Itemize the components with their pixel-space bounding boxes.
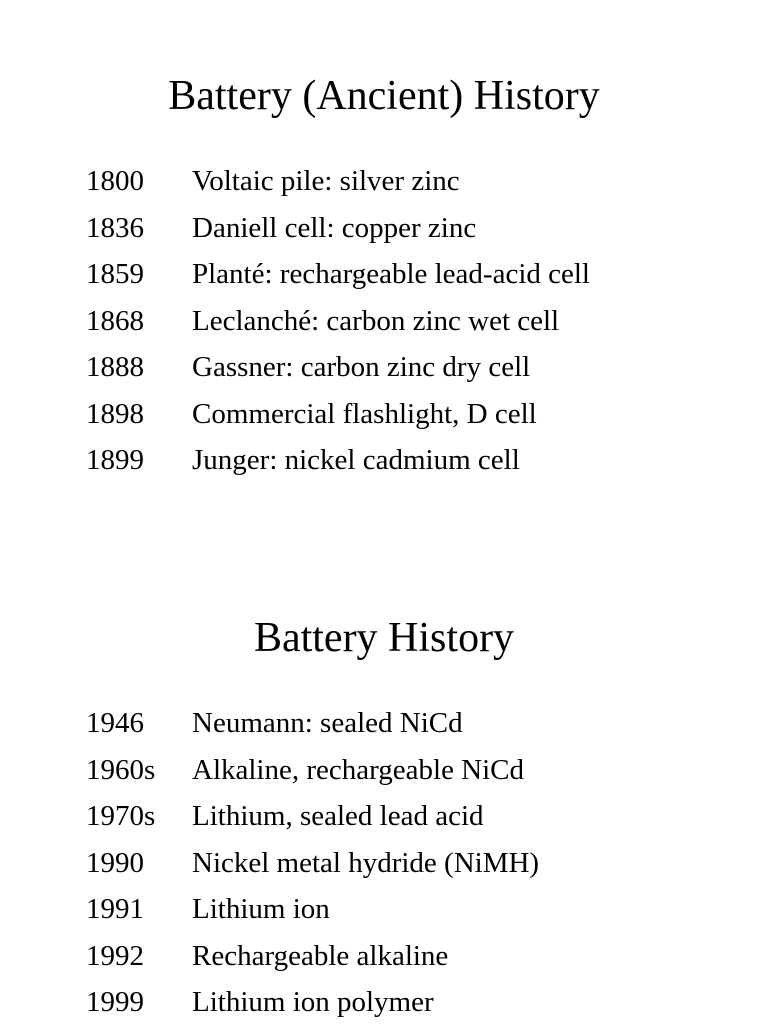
timeline-year: 1960s	[86, 753, 156, 786]
timeline-event: Commercial flashlight, D cell	[192, 397, 537, 430]
timeline-event: Leclanché: carbon zinc wet cell	[192, 304, 560, 337]
timeline-year: 1991	[86, 893, 144, 925]
modern-history-section	[0, 612, 768, 1018]
timeline-year: 1992	[86, 939, 144, 972]
timeline-event: Daniell cell: copper zinc	[192, 211, 477, 244]
timeline-year: 1899	[86, 444, 144, 476]
timeline-event: Alkaline, rechargeable NiCd	[192, 753, 525, 786]
timeline-year: 1888	[86, 351, 144, 383]
timeline-event: Gassner: carbon zinc dry cell	[192, 351, 531, 383]
timeline-year: 1990	[86, 846, 144, 879]
timeline-year: 1859	[86, 258, 144, 290]
timeline-event: Planté: rechargeable lead-acid cell	[192, 258, 590, 290]
timeline-event: Voltaic pile: silver zinc	[192, 165, 460, 197]
ancient-history-section	[0, 70, 768, 476]
timeline-year: 1800	[86, 165, 144, 197]
timeline-event: Lithium ion	[192, 893, 330, 925]
timeline-year: 1898	[86, 397, 144, 430]
timeline-event: Lithium ion polymer	[192, 986, 434, 1018]
timeline-year: 1946	[86, 707, 144, 739]
timeline-event: Neumann: sealed NiCd	[192, 707, 463, 739]
section-title: Battery (Ancient) History	[168, 73, 600, 119]
timeline-event: Nickel metal hydride (NiMH)	[192, 846, 540, 879]
timeline-year: 1868	[86, 304, 144, 337]
timeline-year: 1836	[86, 211, 144, 244]
timeline-year: 1999	[86, 986, 144, 1018]
timeline-event: Rechargeable alkaline	[192, 939, 449, 972]
timeline-year: 1970s	[86, 800, 156, 832]
section-title: Battery History	[253, 615, 515, 661]
timeline-event: Lithium, sealed lead acid	[192, 800, 484, 832]
timeline-event: Junger: nickel cadmium cell	[192, 444, 520, 476]
